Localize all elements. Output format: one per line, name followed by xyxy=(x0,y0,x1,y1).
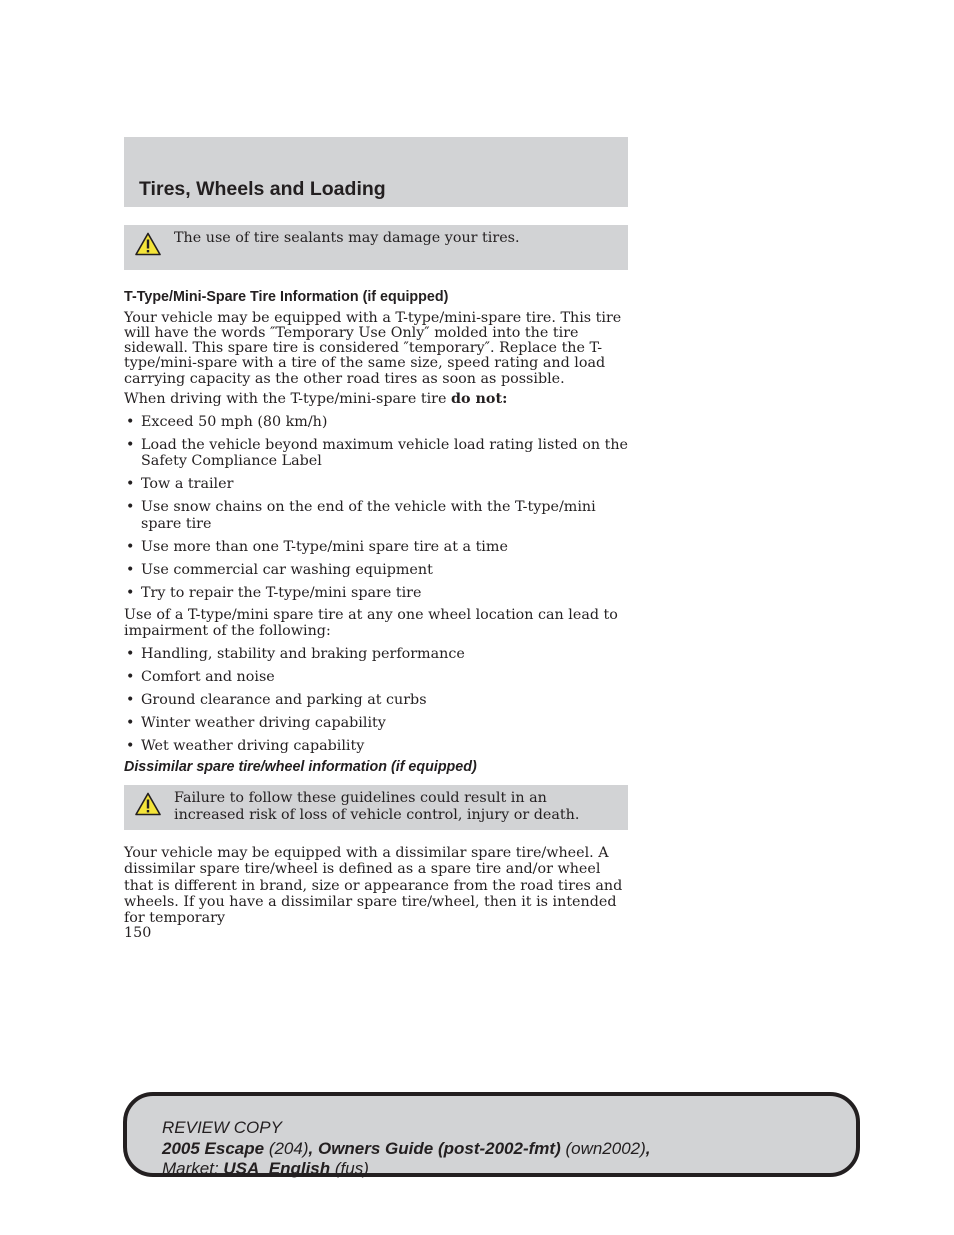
tspare-heading: T-Type/Mini-Spare Tire Information (if equipped) xyxy=(124,289,449,305)
list-item: • Wet weather driving capability xyxy=(124,738,628,755)
section-title: Tires, Wheels and Loading xyxy=(139,178,386,200)
dissimilar-paragraph: Your vehicle may be equipped with a dissimilar spare tire/wheel. A dissimilar spare tire/wheel is defined as a spare tire and/or wheel that is different in brand, size or appearance from the road tires and wheels. If you have a dissimilar spare tire/wheel, then it is intended for temporary xyxy=(124,845,623,927)
section-header-band xyxy=(124,137,628,207)
market-line: Market: USA_English (fus) xyxy=(162,1159,369,1178)
review-copy-footer-text xyxy=(162,1118,651,1180)
list-item: • Exceed 50 mph (80 km/h) xyxy=(124,414,628,431)
document-id-line: 2005 Escape (204), Owners Guide (post-2002-fmt) (own2002), xyxy=(162,1138,651,1158)
impairment-lead-paragraph: Use of a T-type/mini spare tire at any one wheel location can lead to impairment of the following: xyxy=(124,606,618,640)
list-item: • Comfort and noise xyxy=(124,669,628,686)
tspare-intro-paragraph: Your vehicle may be equipped with a T-type/mini-spare tire. This tire will have the words ″Temporary Use Only″ molded into the tire sidewall. This spare tire is considered ″temporary″. Replace the T-type/mini-spare with a tire of the same size, speed rating and load carrying capacity as the other road tires as soon as possible. xyxy=(124,309,622,387)
warning-box-sealants xyxy=(124,225,628,270)
list-item: • Use snow chains on the end of the vehicle with the T-type/mini spare tire xyxy=(124,499,628,532)
list-item: • Handling, stability and braking performance xyxy=(124,646,628,663)
do-not-lead-paragraph xyxy=(124,392,628,407)
list-item: • Use commercial car washing equipment xyxy=(124,562,628,579)
warning-text: Failure to follow these guidelines could result in an increased risk of loss of vehicle control, injury or death. xyxy=(174,790,580,823)
review-copy-label: REVIEW COPY xyxy=(162,1118,282,1137)
warning-text: The use of tire sealants may damage your tires. xyxy=(174,230,520,246)
do-not-lead-text: When driving with the T-type/mini-spare tire xyxy=(124,391,452,408)
warning-triangle-icon xyxy=(135,232,161,256)
impairment-list xyxy=(124,646,628,755)
warning-box-guidelines xyxy=(124,785,628,830)
list-item: • Use more than one T-type/mini spare tire at a time xyxy=(124,539,628,556)
tspare-section xyxy=(124,290,628,755)
do-not-emphasis: do not: xyxy=(451,391,508,408)
list-item: • Tow a trailer xyxy=(124,476,628,493)
page-number: 150 xyxy=(124,925,152,941)
list-item: • Ground clearance and parking at curbs xyxy=(124,692,628,709)
list-item: • Load the vehicle beyond maximum vehicle load rating listed on the Safety Compliance Label xyxy=(124,437,628,470)
dissimilar-heading-wrap xyxy=(124,760,628,775)
list-item: • Winter weather driving capability xyxy=(124,715,628,732)
warning-triangle-icon xyxy=(135,792,161,816)
list-item: • Try to repair the T-type/mini spare tire xyxy=(124,585,628,602)
do-not-list xyxy=(124,414,628,602)
dissimilar-section xyxy=(124,845,628,926)
dissimilar-heading: Dissimilar spare tire/wheel information (if equipped) xyxy=(124,759,477,775)
